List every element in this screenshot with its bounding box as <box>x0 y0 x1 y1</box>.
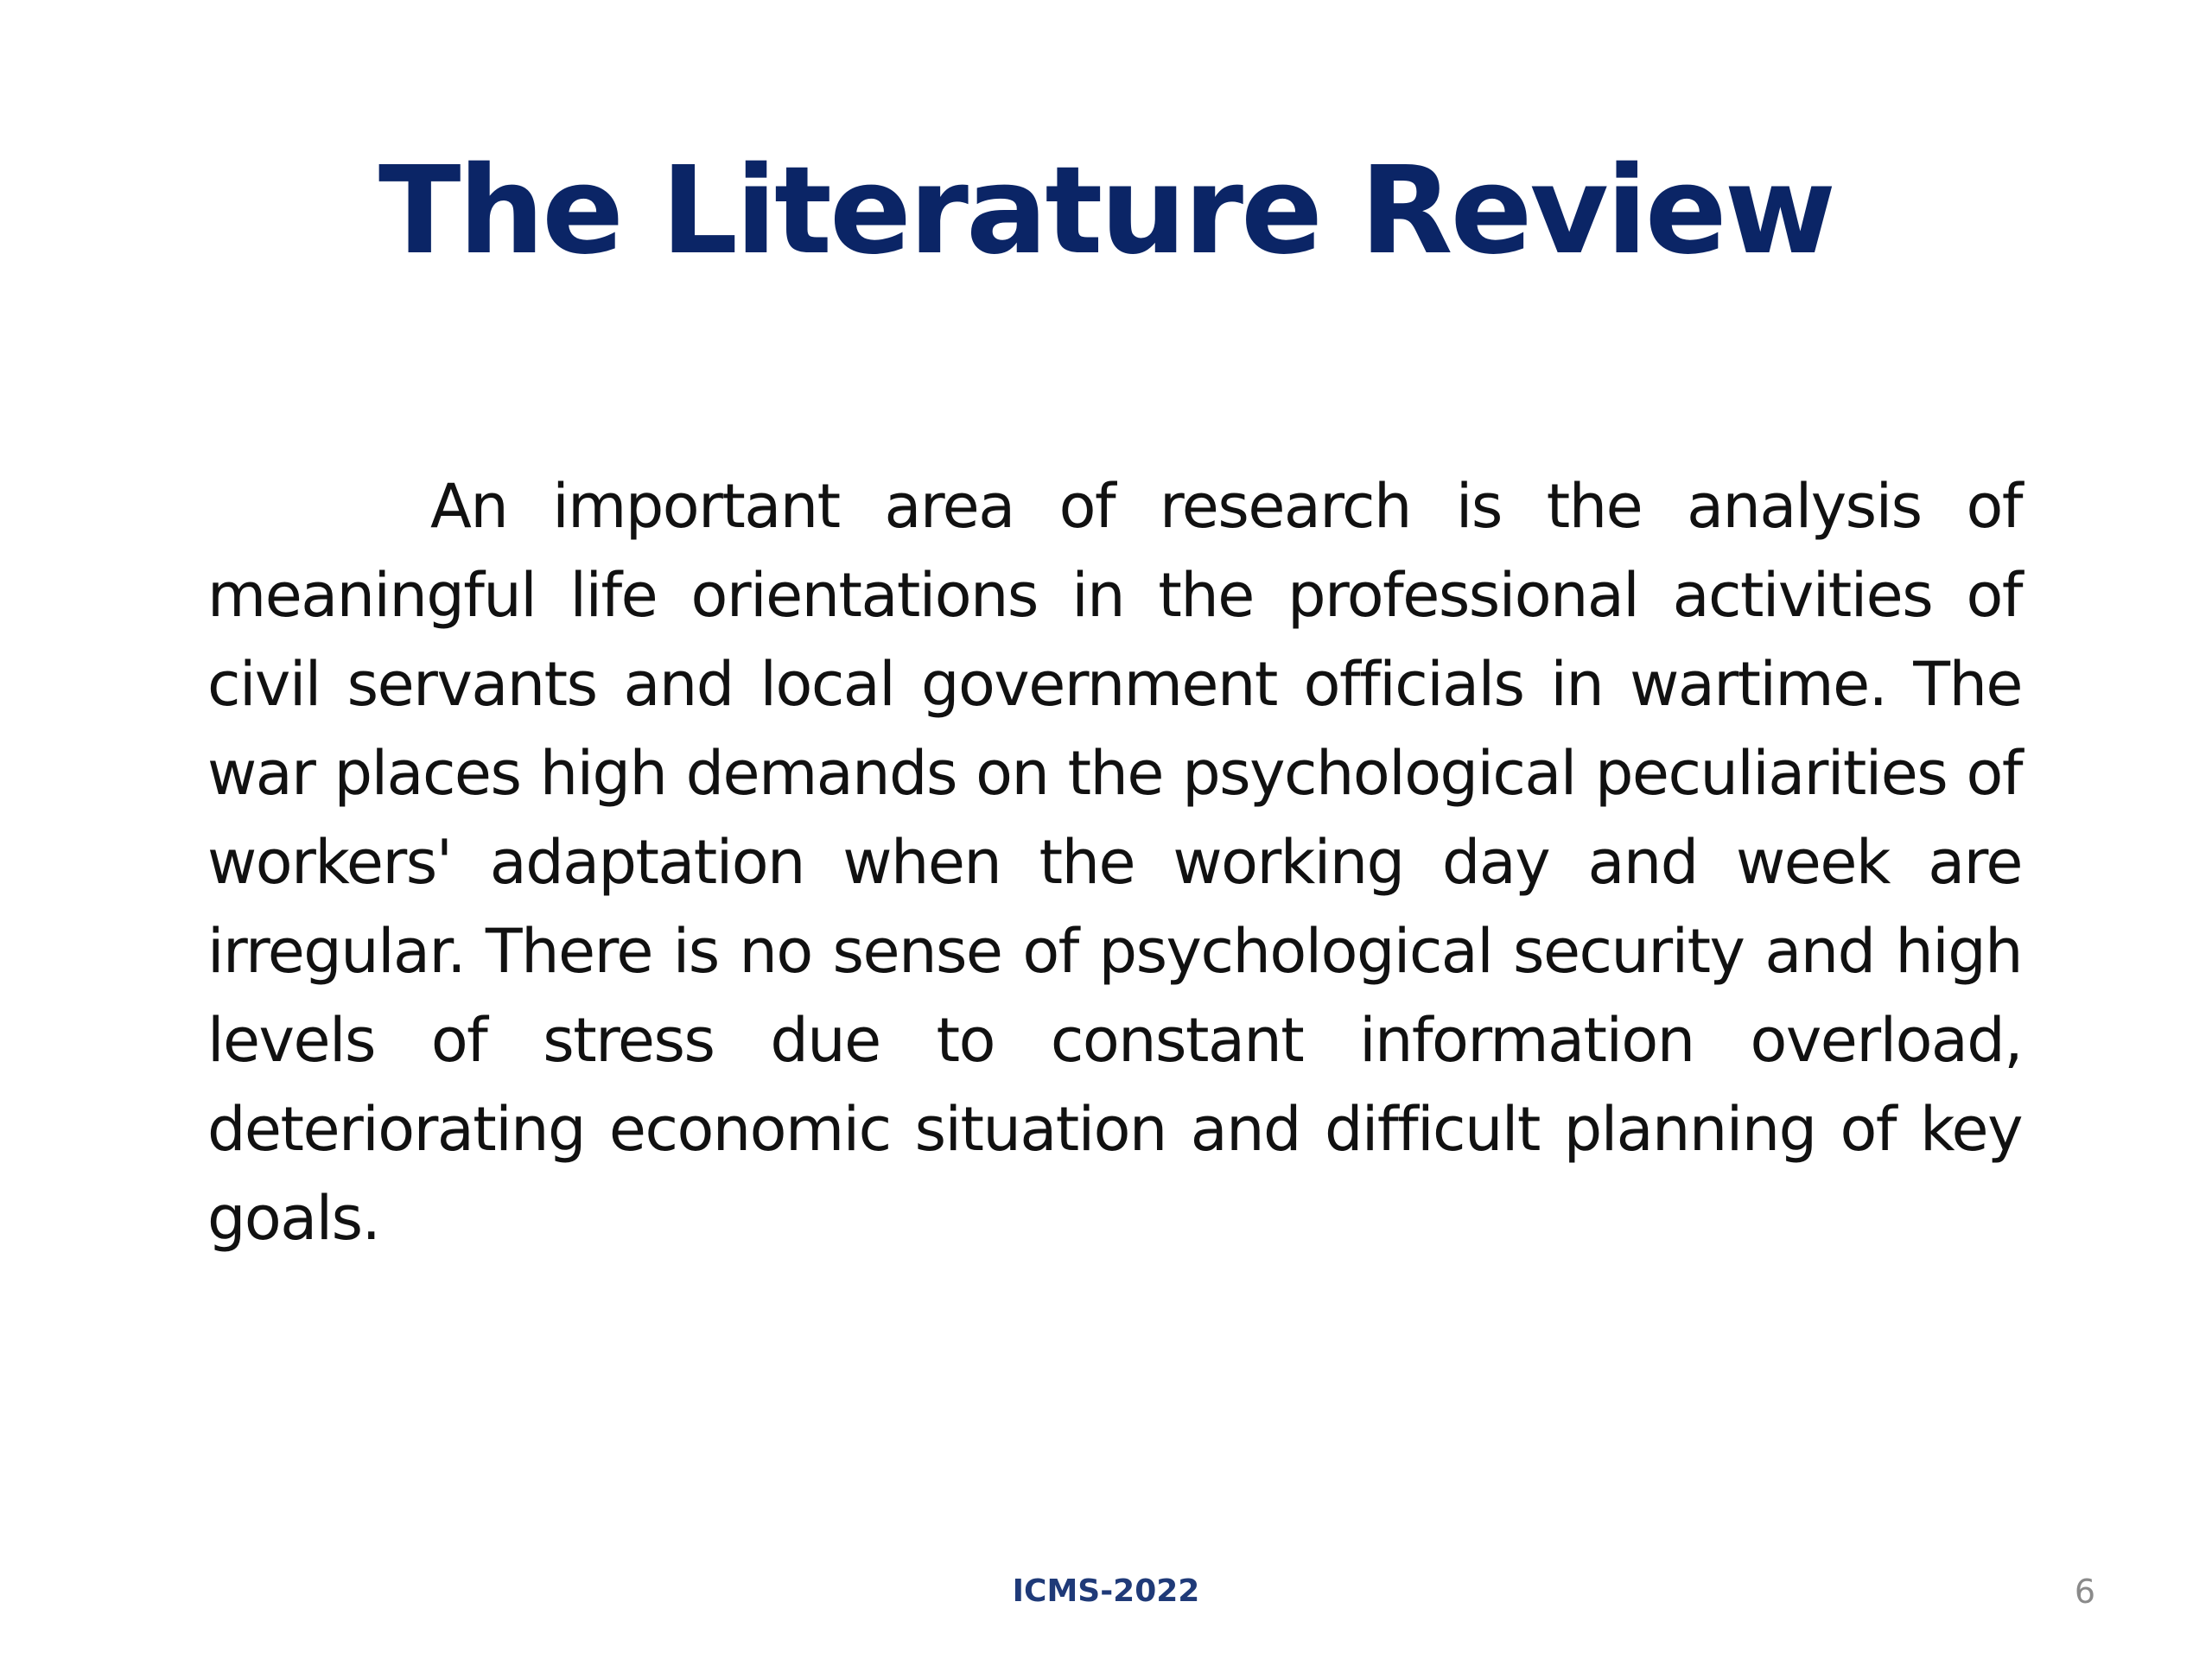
page-number: 6 <box>2074 1573 2095 1611</box>
body-paragraph: An important area of research is the analysis of meaningful life orientations in the professional activities of civil servants and local government officials in wartime. The war places high demands on the psychological peculiarities of workers' adaptation when the working day and week are irregular. There is no sense of psychological security and high levels of stress due to constant information overload, deteriorating economic situation and difficult planning of key goals. <box>207 471 2022 1254</box>
slide-title: The Literature Review <box>378 141 1834 282</box>
footer-conference-label: ICMS-2022 <box>1012 1573 1200 1609</box>
